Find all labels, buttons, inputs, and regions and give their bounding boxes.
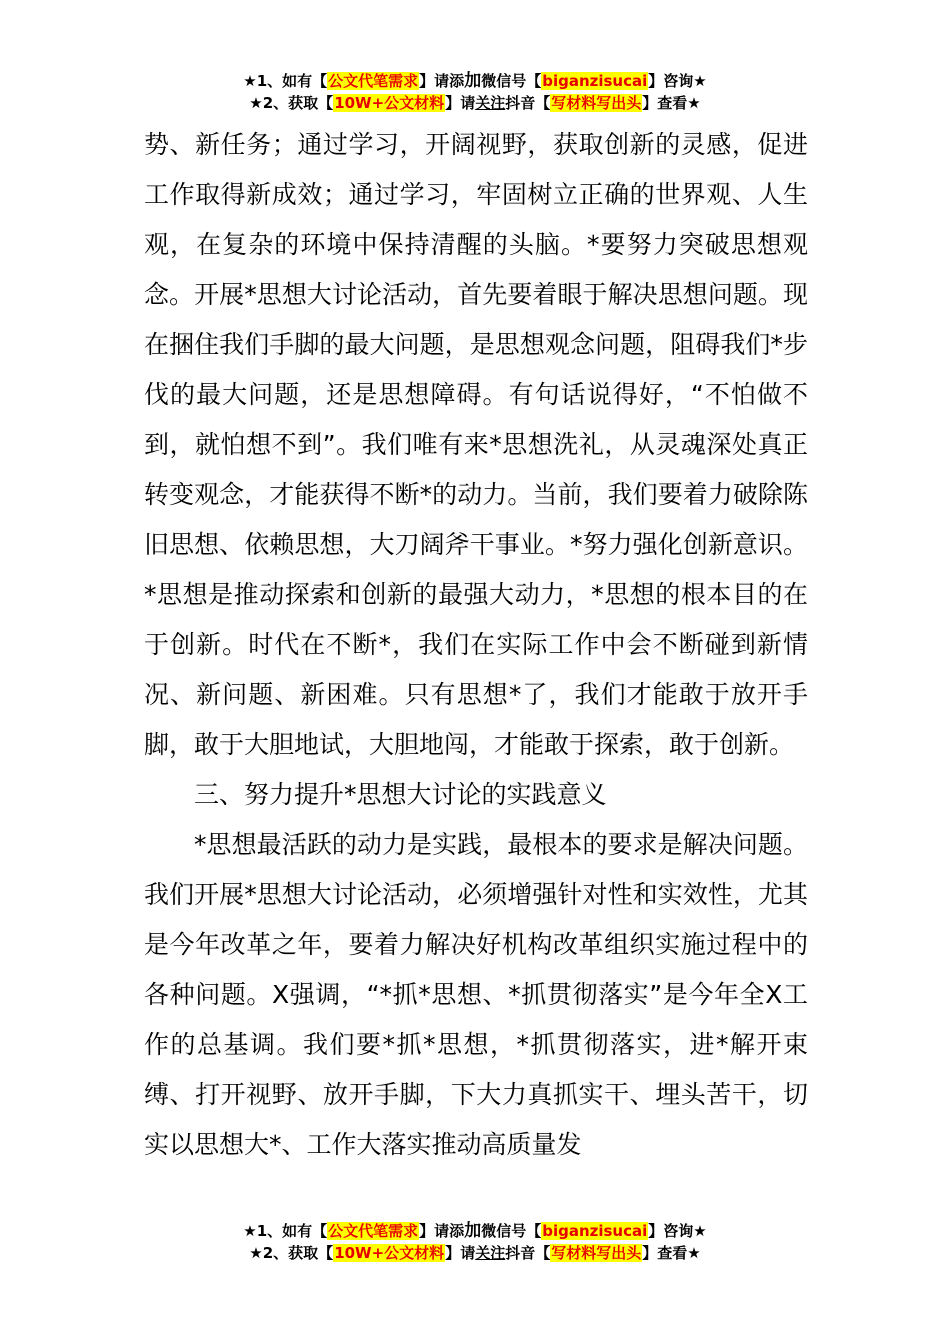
banner-text: 】查看★ (642, 1244, 701, 1262)
banner-text: 】请 (445, 1244, 476, 1262)
banner-text: 】咨询★ (648, 72, 707, 90)
banner-highlight: biganzisucai (542, 72, 648, 90)
banner-highlight: 写材料写出头 (551, 94, 642, 112)
banner-emphasis: 关注 (475, 1244, 506, 1262)
banner-text: 抖音【 (505, 1244, 551, 1262)
banner-text: 抖音【 (505, 94, 551, 112)
document-body (144, 120, 808, 1170)
banner-text: 】咨询★ (648, 1222, 707, 1240)
bottom-banner (0, 1220, 950, 1264)
banner-text: 】请 (445, 94, 476, 112)
banner-highlight: 写材料写出头 (551, 1244, 642, 1262)
banner-text: 微信号【 (481, 1222, 542, 1240)
banner-text: 】请添 (419, 72, 465, 90)
top-banner (0, 70, 950, 114)
paragraph: 势、新任务；通过学习，开阔视野，获取创新的灵感，促进工作取得新成效；通过学习，牢固树立正确的世界观、人生观，在复杂的环境中保持清醒的头脑。*要努力突破思想观念。开展*思想大讨论活动，首先要着眼于解决思想问题。现在捆住我们手脚的最大问题，是思想观念问题，阻碍我们*步伐的最大问题，还是思想障碍。有句话说得好，“不怕做不到，就怕想不到”。我们唯有来*思想洗礼，从灵魂深处真正转变观念，才能获得不断*的动力。当前，我们要着力破除陈旧思想、依赖思想，大刀阔斧干事业。*努力强化创新意识。*思想是推动探索和创新的最强大动力，*思想的根本目的在于创新。时代在不断*，我们在实际工作中会不断碰到新情况、新问题、新困难。只有思想*了，我们才能敢于放开手脚，敢于大胆地试，大胆地闯，才能敢于探索，敢于创新。 (144, 130, 808, 759)
banner-emphasis: 加 (464, 71, 482, 91)
banner-highlight: 公文代笔需求 (328, 1222, 419, 1240)
banner-text: 】查看★ (642, 94, 701, 112)
banner-line-1 (0, 1220, 950, 1242)
banner-highlight: 10W+公文材料 (334, 1244, 445, 1262)
banner-highlight: biganzisucai (542, 1222, 648, 1240)
banner-text: 微信号【 (481, 72, 542, 90)
banner-emphasis: 加 (464, 1221, 482, 1241)
banner-highlight: 10W+公文材料 (334, 94, 445, 112)
banner-line-2 (0, 92, 950, 114)
banner-text: 】请添 (419, 1222, 465, 1240)
banner-highlight: 公文代笔需求 (328, 72, 419, 90)
banner-line-1 (0, 70, 950, 92)
banner-text: ★1、如有【 (243, 1222, 328, 1240)
paragraph: *思想最活跃的动力是实践，最根本的要求是解决问题。我们开展*思想大讨论活动，必须增强针对性和实效性，尤其是今年改革之年，要着力解决好机构改革组织实施过程中的各种问题。X强调，“*抓*思想、*抓贯彻落实”是今年全X工作的总基调。我们要*抓*思想，*抓贯彻落实，进*解开束缚、打开视野、放开手脚，下大力真抓实干、埋头苦干，切实以思想大*、工作大落实推动高质量发 (144, 830, 808, 1159)
banner-line-2 (0, 1242, 950, 1264)
banner-text: ★1、如有【 (243, 72, 328, 90)
banner-emphasis: 关注 (475, 94, 506, 112)
banner-text: ★2、获取【 (249, 94, 334, 112)
section-heading: 三、努力提升*思想大讨论的实践意义 (194, 780, 607, 809)
banner-text: ★2、获取【 (249, 1244, 334, 1262)
